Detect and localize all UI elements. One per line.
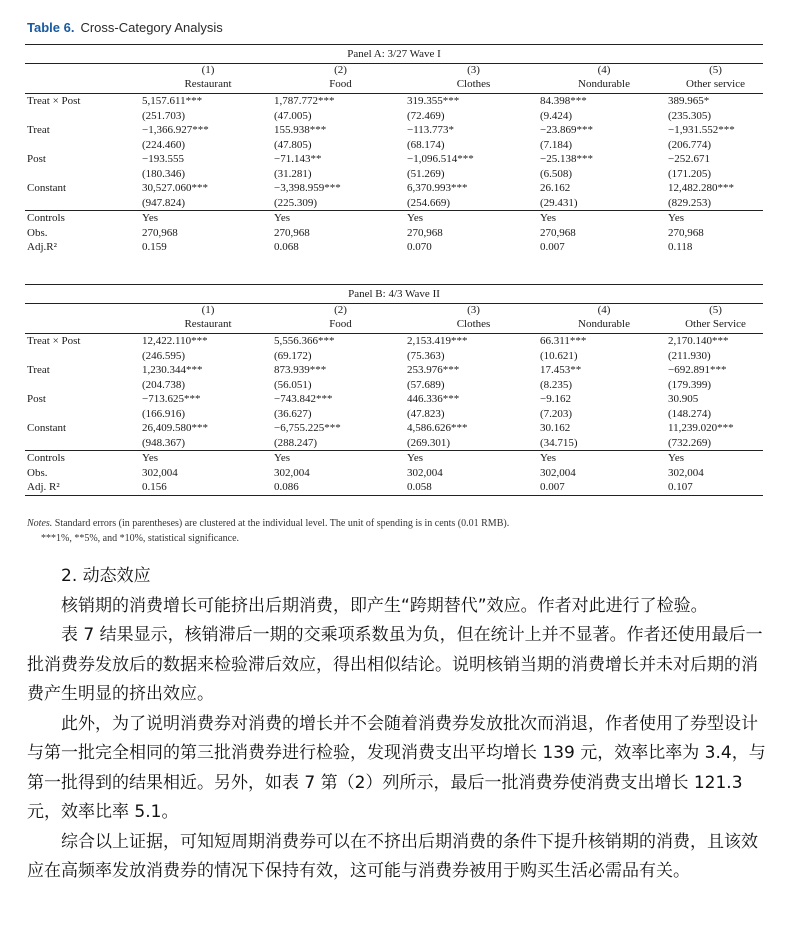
col-num: (2)	[274, 64, 407, 78]
row-label: Constant	[27, 182, 67, 194]
col-name: Clothes	[456, 318, 491, 330]
row-label: Treat × Post	[25, 94, 142, 109]
se-cell: (47.005)	[274, 109, 312, 122]
se-cell: (72.469)	[407, 109, 445, 122]
se-cell: (171.205)	[668, 167, 712, 180]
coef-cell: −1,096.514***	[407, 153, 474, 165]
table-row	[25, 378, 763, 393]
coef-cell: 873.939***	[274, 364, 327, 376]
table-row	[25, 181, 763, 196]
coef-cell: 26.162	[540, 182, 571, 194]
row-label: Constant	[27, 422, 67, 434]
stat-cell: Yes	[407, 451, 540, 466]
paragraph-1: 核销期的消费增长可能挤出后期消费，即产生“跨期替代”效应。作者对此进行了检验。	[61, 595, 708, 616]
se-cell: (829.253)	[668, 196, 712, 209]
stat-cell: 0.086	[274, 480, 407, 495]
col-num: (1)	[142, 304, 274, 318]
table-row	[25, 363, 763, 378]
row-label: Controls	[25, 211, 142, 226]
coef-cell: 26,409.580***	[142, 422, 208, 434]
table-row	[25, 480, 763, 495]
row-label: Controls	[25, 451, 142, 466]
coef-cell: 30.905	[668, 393, 699, 405]
coef-cell: 2,153.419***	[407, 334, 540, 349]
se-cell: (29.431)	[540, 196, 578, 209]
coef-cell: 5,157.611***	[142, 94, 274, 109]
panel-a-title-row	[25, 45, 763, 64]
col-name: Clothes	[456, 78, 491, 90]
coef-cell: 389.965*	[668, 94, 763, 109]
se-cell: (57.689)	[407, 378, 445, 391]
table-row	[25, 407, 763, 422]
coef-cell: −113.773*	[407, 124, 455, 136]
row-label: Obs.	[27, 226, 48, 239]
table-row	[25, 94, 763, 109]
row-label: Adj. R²	[25, 480, 142, 495]
se-cell: (251.703)	[142, 109, 186, 122]
row-label: Adj.R²	[27, 241, 57, 253]
table-row	[25, 152, 763, 167]
se-cell: (36.627)	[274, 407, 312, 420]
table-row	[25, 211, 763, 226]
table-row	[25, 138, 763, 153]
se-cell: (166.916)	[142, 407, 186, 420]
se-cell: (8.235)	[540, 378, 573, 391]
stat-cell: 302,004	[274, 466, 310, 479]
coef-cell: −1,366.927***	[142, 124, 209, 136]
table-row	[25, 436, 763, 451]
se-cell: (51.269)	[407, 167, 445, 180]
row-label: Treat	[27, 124, 50, 136]
col-name: Other Service	[685, 318, 746, 330]
paragraph-3: 此外，为了说明消费券对消费的增长并不会随着消费券发放批次而消退，作者使用了券型设计与第一批完全相同的第三批消费券进行检验，发现消费支出平均增长 139 元，效率比率为 3.4，与第一批得到的结果相近。另外，如表 7 第（2）列所示，最后一批消费券使消费支出增长 121.3 元，效率比率 5.1。	[27, 713, 766, 822]
coef-cell: 12,482.280***	[668, 182, 734, 194]
coef-cell: 12,422.110***	[142, 334, 274, 349]
stat-cell: Yes	[274, 211, 407, 226]
panel-b-title-row	[25, 285, 763, 304]
row-label: Post	[27, 153, 46, 165]
se-cell: (948.367)	[142, 436, 186, 449]
row-label: Treat × Post	[25, 334, 142, 349]
table-row	[25, 392, 763, 407]
coef-cell: −743.842***	[274, 393, 333, 405]
se-cell: (10.621)	[540, 349, 578, 362]
se-cell: (56.051)	[274, 378, 312, 391]
coef-cell: −713.625***	[142, 393, 201, 405]
col-name: Restaurant	[184, 318, 232, 330]
coef-cell: −252.671	[668, 153, 710, 165]
panel-a-table	[25, 44, 763, 255]
col-name: Food	[329, 78, 352, 90]
coef-cell: 319.355***	[407, 94, 540, 109]
notes-line-2: ***1%, **5%, and *10%, statistical significance.	[41, 533, 240, 544]
coef-cell: 1,230.344***	[142, 364, 203, 376]
se-cell: (235.305)	[668, 109, 712, 122]
stat-cell: 0.070	[407, 241, 432, 253]
coef-cell: 11,239.020***	[668, 422, 734, 434]
coef-cell: 5,556.366***	[274, 334, 407, 349]
coef-cell: 30,527.060***	[142, 182, 208, 194]
se-cell: (75.363)	[407, 349, 445, 362]
paragraph-2: 表 7 结果显示，核销滞后一期的交乘项系数虽为负，但在统计上并不显著。作者还使用最后一批消费券发放后的数据来检验滞后效应，得出相似结论。说明核销当期的消费增长并未对后期的消费产生明显的挤出效应。	[27, 625, 763, 704]
se-cell: (6.508)	[540, 167, 573, 180]
stat-cell: 0.107	[668, 480, 763, 495]
panel-b-colname-row	[25, 317, 763, 334]
stat-cell: Yes	[540, 211, 668, 226]
coef-cell: 1,787.772***	[274, 94, 407, 109]
col-num: (4)	[540, 64, 668, 78]
col-num: (1)	[142, 64, 274, 78]
table-row	[25, 349, 763, 364]
paragraph-4: 综合以上证据，可知短周期消费券可以在不挤出后期消费的条件下提升核销期的消费，且该效应在高频率发放消费券的情况下保持有效，这可能与消费券被用于购买生活必需品有关。	[27, 831, 758, 881]
col-num: (4)	[540, 304, 668, 318]
coef-cell: −3,398.959***	[274, 182, 341, 194]
table-label: Table 6.	[27, 20, 75, 35]
table-row	[25, 123, 763, 138]
row-label: Treat	[27, 364, 50, 376]
panel-a-title: Panel A: 3/27 Wave I	[25, 45, 763, 64]
col-name: Nondurable	[578, 78, 630, 90]
coef-cell: 2,170.140***	[668, 334, 763, 349]
stat-cell: 270,968	[274, 226, 310, 239]
table-row	[25, 167, 763, 182]
se-cell: (69.172)	[274, 349, 312, 362]
stat-cell: 0.068	[274, 241, 299, 253]
panel-b-title: Panel B: 4/3 Wave II	[25, 285, 763, 304]
se-cell: (68.174)	[407, 138, 445, 151]
notes-line-1	[27, 516, 509, 531]
se-cell: (211.930)	[668, 349, 711, 362]
coef-cell: −25.138***	[540, 153, 593, 165]
row-label: Post	[27, 393, 46, 405]
table-row	[25, 466, 763, 481]
stat-cell: Yes	[668, 211, 763, 226]
se-cell: (225.309)	[274, 196, 318, 209]
col-name: Nondurable	[578, 318, 630, 330]
coef-cell: −23.869***	[540, 124, 593, 136]
panel-a-colname-row	[25, 77, 763, 94]
col-num: (3)	[407, 304, 540, 318]
se-cell: (7.203)	[540, 407, 573, 420]
se-cell: (47.823)	[407, 407, 445, 420]
stat-cell: Yes	[668, 451, 763, 466]
table-row	[25, 226, 763, 241]
coef-cell: −692.891***	[668, 364, 727, 376]
se-cell: (148.274)	[668, 407, 712, 420]
table-row	[25, 196, 763, 211]
body-text	[27, 562, 767, 887]
col-num: (5)	[668, 64, 763, 78]
panel-a-colnum-row	[25, 64, 763, 78]
stat-cell: 0.159	[142, 241, 167, 253]
se-cell: (288.247)	[274, 436, 318, 449]
se-cell: (179.399)	[668, 378, 712, 391]
notes-label: Notes.	[27, 518, 53, 529]
table-row	[25, 451, 763, 466]
table-title: Cross-Category Analysis	[80, 20, 223, 35]
coef-cell: −9.162	[540, 393, 571, 405]
table-row	[25, 421, 763, 436]
stat-cell: Yes	[142, 451, 274, 466]
stat-cell: 302,004	[668, 466, 704, 479]
stat-cell: Yes	[407, 211, 540, 226]
coef-cell: 84.398***	[540, 94, 668, 109]
se-cell: (180.346)	[142, 167, 186, 180]
stat-cell: Yes	[142, 211, 274, 226]
coef-cell: 17.453**	[540, 364, 582, 376]
se-cell: (246.595)	[142, 349, 186, 362]
coef-cell: 446.336***	[407, 393, 460, 405]
row-label: Obs.	[27, 466, 48, 479]
coef-cell: 4,586.626***	[407, 422, 468, 434]
stat-cell: 0.156	[142, 480, 274, 495]
col-num: (3)	[407, 64, 540, 78]
stat-cell: 270,968	[540, 226, 576, 239]
se-cell: (732.269)	[668, 436, 712, 449]
coef-cell: 6,370.993***	[407, 182, 468, 194]
panel-b-colnum-row	[25, 304, 763, 318]
stat-cell: 302,004	[540, 466, 576, 479]
se-cell: (31.281)	[274, 167, 312, 180]
section-heading: 2. 动态效应	[61, 566, 151, 586]
se-cell: (947.824)	[142, 196, 186, 209]
stat-cell: 0.007	[540, 241, 565, 253]
col-num: (5)	[668, 304, 763, 318]
stat-cell: 270,968	[668, 226, 704, 239]
se-cell: (204.738)	[142, 378, 186, 391]
stat-cell: 0.007	[540, 480, 668, 495]
col-name: Other service	[686, 78, 745, 90]
table-row	[25, 334, 763, 349]
table-row	[25, 240, 763, 255]
table-caption	[27, 20, 223, 35]
coef-cell: −71.143**	[274, 153, 322, 165]
panel-b-table	[25, 284, 763, 496]
stat-cell: 270,968	[142, 226, 178, 239]
se-cell: (254.669)	[407, 196, 451, 209]
coef-cell: 253.976***	[407, 364, 460, 376]
coef-cell: −193.555	[142, 153, 184, 165]
coef-cell: 66.311***	[540, 334, 668, 349]
table-row	[25, 109, 763, 124]
se-cell: (206.774)	[668, 138, 712, 151]
stat-cell: 270,968	[407, 226, 443, 239]
se-cell: (9.424)	[540, 109, 573, 122]
notes-text: Standard errors (in parentheses) are clustered at the individual level. The unit of spending is in cents (0.01 RMB).	[52, 518, 510, 529]
se-cell: (7.184)	[540, 138, 573, 151]
col-num: (2)	[274, 304, 407, 318]
stat-cell: 302,004	[142, 466, 178, 479]
stat-cell: Yes	[540, 451, 668, 466]
stat-cell: 302,004	[407, 466, 443, 479]
coef-cell: −1,931.552***	[668, 124, 735, 136]
se-cell: (34.715)	[540, 436, 578, 449]
stat-cell: Yes	[274, 451, 407, 466]
stat-cell: 0.058	[407, 480, 540, 495]
coef-cell: 155.938***	[274, 124, 327, 136]
coef-cell: 30.162	[540, 422, 571, 434]
se-cell: (47.805)	[274, 138, 312, 151]
col-name: Food	[329, 318, 352, 330]
table-notes	[27, 516, 509, 546]
se-cell: (224.460)	[142, 138, 186, 151]
coef-cell: −6,755.225***	[274, 422, 341, 434]
se-cell: (269.301)	[407, 436, 451, 449]
col-name: Restaurant	[184, 78, 232, 90]
stat-cell: 0.118	[668, 241, 693, 253]
